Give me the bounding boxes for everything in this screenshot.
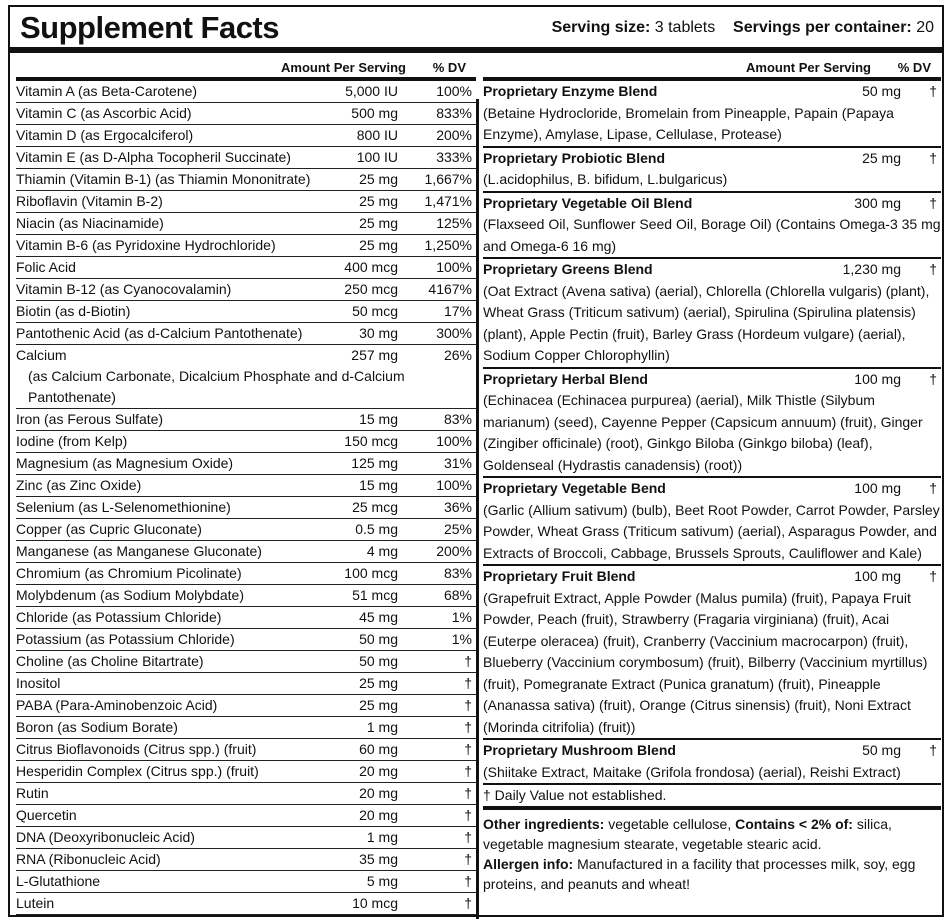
blend-amount: 50 mg <box>862 742 901 758</box>
nutrient-amount: 50 mcg <box>352 303 398 319</box>
nutrient-row <box>16 279 476 301</box>
nutrient-amount: 400 mcg <box>344 259 398 275</box>
nutrient-name: Calcium <box>16 347 67 363</box>
nutrient-amount: 25 mcg <box>352 499 398 515</box>
left-column-header <box>16 55 476 81</box>
blend-ingredients: (Grapefruit Extract, Apple Powder (Malus pumila) (fruit), Papaya Fruit Powder, Peach (fruit), Strawberry (Fragaria virginiana) (fruit), Acai (Euterpe oleracea) (fruit), Cranberry (Vaccinium macrocarpon) (fruit), Blueberry (Vaccinium corymbosum) (fruit), Bilberry (Vaccinium myrtillus) (fruit), Pomegranate Extract (Punica granatum) (fruit), Pineapple (Ananassa sativa) (fruit), Orange (Citrus sinensis) (fruit), Noni Extract (Morinda citrifolia) (fruit)) <box>483 589 928 735</box>
serving-size-label: Serving size: <box>551 19 651 36</box>
nutrient-amount: 20 mg <box>359 807 398 823</box>
right-column <box>483 55 941 894</box>
serving-info <box>552 19 934 37</box>
nutrient-name: Riboflavin (Vitamin B-2) <box>16 193 163 209</box>
column-divider <box>476 99 479 919</box>
nutrient-row <box>16 607 476 629</box>
nutrient-name: Zinc (as Zinc Oxide) <box>16 477 142 493</box>
nutrient-row <box>16 475 476 497</box>
nutrient-amount: 15 mg <box>359 477 398 493</box>
contains-label: Contains < 2% of: <box>735 816 853 832</box>
nutrient-row <box>16 323 476 345</box>
blend-row <box>483 81 941 148</box>
nutrient-name: Rutin <box>16 785 49 801</box>
nutrient-amount: 35 mg <box>359 851 398 867</box>
nutrient-dv: † <box>464 873 472 889</box>
nutrient-dv: † <box>464 895 472 911</box>
nutrient-amount: 51 mcg <box>352 587 398 603</box>
allergen-label: Allergen info: <box>483 856 574 872</box>
blend-row <box>483 566 941 740</box>
nutrient-name: Boron (as Sodium Borate) <box>16 719 178 735</box>
blend-ingredients: (Oat Extract (Avena sativa) (aerial), Chlorella (Chlorella vulgaris) (plant), Wheat Grass (Triticum sativum) (aerial), Spirulina (Spirulina platensis) (plant), Apple Pectin (fruit), Barley Grass (Hordeum vulgare) (aerial), Sodium Copper Chlorophyllin) <box>483 282 930 363</box>
nutrient-dv: † <box>464 807 472 823</box>
nutrient-name: Vitamin A (as Beta-Carotene) <box>16 83 198 99</box>
nutrient-row <box>16 497 476 519</box>
nutrient-amount: 50 mg <box>359 631 398 647</box>
nutrient-list <box>16 81 476 915</box>
blend-name: Proprietary Mushroom Blend <box>483 742 676 758</box>
nutrient-dv: 300% <box>436 325 472 341</box>
nutrient-amount: 100 mcg <box>344 565 398 581</box>
left-column <box>16 55 476 915</box>
dv-header: % DV <box>432 60 466 75</box>
blend-name: Proprietary Probiotic Blend <box>483 149 666 166</box>
nutrient-row <box>16 849 476 871</box>
nutrient-dv: 100% <box>436 477 472 493</box>
blend-dv: † <box>929 83 937 99</box>
amount-header: Amount Per Serving <box>281 60 406 75</box>
nutrient-dv: † <box>464 719 472 735</box>
nutrient-name: Iron (as Ferous Sulfate) <box>16 411 164 427</box>
blend-ingredients: (Garlic (Allium sativum) (bulb), Beet Root Powder, Carrot Powder, Parsley Powder, Wheat Grass (Triticum sativum) (aerial), Asparagus Powder, and Extracts of Broccoli, Cabbage, Brussels Sprouts, Cauliflower and Kale) <box>483 501 940 561</box>
nutrient-row <box>16 651 476 673</box>
blend-amount: 100 mg <box>854 480 901 496</box>
nutrient-name: PABA (Para-Aminobenzoic Acid) <box>16 697 218 713</box>
nutrient-name: Folic Acid <box>16 259 76 275</box>
page-title: Supplement Facts <box>20 10 279 45</box>
blend-dv: † <box>929 742 937 758</box>
nutrient-name: Copper (as Cupric Gluconate) <box>16 521 202 537</box>
nutrient-name: Chromium (as Chromium Picolinate) <box>16 565 242 581</box>
nutrient-dv: 4167% <box>428 281 472 297</box>
nutrient-row <box>16 827 476 849</box>
nutrient-amount: 0.5 mg <box>355 521 398 537</box>
nutrient-row <box>16 871 476 893</box>
nutrient-amount: 257 mg <box>351 347 398 363</box>
blend-name: Proprietary Vegetable Bend <box>483 480 666 496</box>
nutrient-name: DNA (Deoxyribonucleic Acid) <box>16 829 195 845</box>
nutrient-dv: 100% <box>436 259 472 275</box>
nutrient-dv: † <box>464 675 472 691</box>
servings-value: 20 <box>916 19 934 36</box>
blend-row <box>483 193 941 260</box>
nutrient-name: Pantothenic Acid (as d-Calcium Pantothenate) <box>16 325 303 341</box>
nutrient-name: Biotin (as d-Biotin) <box>16 303 131 319</box>
nutrient-row <box>16 519 476 541</box>
nutrient-amount: 15 mg <box>359 411 398 427</box>
blend-dv: † <box>929 261 937 277</box>
nutrient-row <box>16 695 476 717</box>
nutrient-row <box>16 213 476 235</box>
nutrient-dv: 83% <box>443 411 472 427</box>
nutrient-dv: 36% <box>443 499 472 515</box>
right-column-header <box>483 55 941 81</box>
nutrient-name: Niacin (as Niacinamide) <box>16 215 164 231</box>
nutrient-amount: 150 mcg <box>344 433 398 449</box>
nutrient-amount: 500 mg <box>351 105 398 121</box>
blend-amount: 300 mg <box>854 194 901 211</box>
blend-ingredients: (Flaxseed Oil, Sunflower Seed Oil, Borage Oil) (Contains Omega-3 35 mg and Omega-6 16 mg) <box>483 216 941 254</box>
blend-name: Proprietary Fruit Blend <box>483 568 636 584</box>
nutrient-dv: 200% <box>436 543 472 559</box>
blend-amount: 100 mg <box>854 370 901 387</box>
blend-dv: † <box>929 194 937 211</box>
nutrient-name: L-Glutathione <box>16 873 101 889</box>
nutrient-row <box>16 169 476 191</box>
contains-text: silica, vegetable magnesium stearate, vegetable stearic acid. <box>483 816 892 852</box>
blend-ingredients: (L.acidophilus, B. bifidum, L.bulgaricus) <box>483 171 728 187</box>
blend-name: Proprietary Vegetable Oil Blend <box>483 194 693 211</box>
nutrient-amount: 125 mg <box>351 455 398 471</box>
nutrient-name: Hesperidin Complex (Citrus spp.) (fruit) <box>16 763 259 779</box>
nutrient-row <box>16 739 476 761</box>
blend-row <box>483 740 941 785</box>
nutrient-dv: 100% <box>436 433 472 449</box>
nutrient-dv: 83% <box>443 565 472 581</box>
nutrient-dv: 1% <box>451 631 472 647</box>
blend-dv: † <box>929 568 937 584</box>
nutrient-amount: 25 mg <box>359 171 398 187</box>
nutrient-name: Selenium (as L-Selenomethionine) <box>16 499 231 515</box>
nutrient-row <box>16 235 476 257</box>
nutrient-amount: 45 mg <box>359 609 398 625</box>
nutrient-amount: 30 mg <box>359 325 398 341</box>
blend-ingredients: (Echinacea (Echinacea purpurea) (aerial), Milk Thistle (Silybum marianum) (seed), Cayenne Pepper (Capsicum annuum) (fruit), Ginger (Zingiber officinale) (root), Ginkgo Biloba (Ginkgo biloba) (leaf), Goldenseal (Hydrastis canadensis) (root)) <box>483 392 923 473</box>
nutrient-dv: 1% <box>451 609 472 625</box>
header <box>10 7 942 53</box>
nutrient-dv: 17% <box>443 303 472 319</box>
nutrient-amount: 20 mg <box>359 763 398 779</box>
nutrient-name: Choline (as Choline Bitartrate) <box>16 653 204 669</box>
nutrient-row <box>16 805 476 827</box>
nutrient-dv: † <box>464 697 472 713</box>
nutrient-name: Molybdenum (as Sodium Molybdate) <box>16 587 244 603</box>
nutrient-amount: 5,000 IU <box>345 83 398 99</box>
nutrient-amount: 1 mg <box>366 829 398 845</box>
nutrient-dv: † <box>464 763 472 779</box>
nutrient-row <box>16 257 476 279</box>
blend-row <box>483 259 941 369</box>
nutrient-name: Vitamin B-6 (as Pyridoxine Hydrochloride) <box>16 237 276 253</box>
nutrient-dv: † <box>464 829 472 845</box>
blend-amount: 50 mg <box>862 83 901 99</box>
nutrient-row <box>16 81 476 103</box>
dv-header: % DV <box>897 60 931 75</box>
nutrient-amount: 800 IU <box>356 127 398 143</box>
blend-name: Proprietary Enzyme Blend <box>483 83 658 99</box>
nutrient-amount: 25 mg <box>359 215 398 231</box>
nutrient-row <box>16 409 476 431</box>
serving-size-value: 3 tablets <box>654 19 716 36</box>
nutrient-row <box>16 541 476 563</box>
nutrient-amount: 25 mg <box>359 193 398 209</box>
nutrient-dv: 833% <box>436 105 472 121</box>
blend-ingredients: (Betaine Hydrocloride, Bromelain from Pineapple, Papain (Papaya Enzyme), Amylase, Lipase, Cellulase, Protease) <box>483 104 894 142</box>
nutrient-dv: 333% <box>436 149 472 165</box>
blend-list <box>483 81 941 785</box>
nutrient-name: Vitamin D (as Ergocalciferol) <box>16 127 194 143</box>
nutrient-row <box>16 103 476 125</box>
nutrient-row <box>16 191 476 213</box>
nutrient-name: Chloride (as Potassium Chloride) <box>16 609 222 625</box>
nutrient-name: Vitamin E (as D-Alpha Tocopheril Succinate) <box>16 149 291 165</box>
nutrient-row <box>16 431 476 453</box>
nutrient-name: Inositol <box>16 675 61 691</box>
blend-amount: 25 mg <box>862 149 901 166</box>
nutrient-dv: 1,471% <box>424 193 472 209</box>
other-ingredients <box>483 814 941 894</box>
blend-amount: 1,230 mg <box>842 261 901 277</box>
blend-row <box>483 369 941 479</box>
nutrient-row <box>16 147 476 169</box>
nutrient-dv: † <box>464 851 472 867</box>
blend-name: Proprietary Greens Blend <box>483 261 653 277</box>
nutrient-dv: 25% <box>443 521 472 537</box>
nutrient-amount: 4 mg <box>366 543 398 559</box>
nutrient-row <box>16 563 476 585</box>
nutrient-name: Lutein <box>16 895 55 911</box>
nutrient-dv: 1,250% <box>424 237 472 253</box>
nutrient-dv: † <box>464 653 472 669</box>
nutrient-name: Potassium (as Potassium Chloride) <box>16 631 235 647</box>
nutrient-name: Quercetin <box>16 807 77 823</box>
nutrient-row <box>16 893 476 915</box>
nutrient-name: Vitamin C (as Ascorbic Acid) <box>16 105 192 121</box>
nutrient-dv: † <box>464 741 472 757</box>
nutrient-dv: 125% <box>436 215 472 231</box>
nutrient-row <box>16 453 476 475</box>
amount-header: Amount Per Serving <box>746 60 871 75</box>
other-ingredients-text: vegetable cellulose, <box>608 816 732 832</box>
nutrient-row <box>16 345 476 409</box>
nutrient-name: Magnesium (as Magnesium Oxide) <box>16 455 234 471</box>
nutrient-name: Thiamin (Vitamin B-1) (as Thiamin Mononitrate) <box>16 171 311 187</box>
nutrient-amount: 1 mg <box>366 719 398 735</box>
nutrient-amount: 60 mg <box>359 741 398 757</box>
nutrient-amount: 25 mg <box>359 237 398 253</box>
nutrient-amount: 25 mg <box>359 697 398 713</box>
nutrient-amount: 25 mg <box>359 675 398 691</box>
servings-label: Servings per container: <box>733 19 912 36</box>
supplement-facts-panel <box>8 5 944 917</box>
nutrient-dv: 1,667% <box>424 171 472 187</box>
nutrient-dv: 31% <box>443 455 472 471</box>
nutrient-row <box>16 585 476 607</box>
nutrient-amount: 10 mcg <box>352 895 398 911</box>
footnote: † Daily Value not established. <box>483 785 941 810</box>
nutrient-amount: 50 mg <box>359 653 398 669</box>
allergen-text: Manufactured in a facility that processes milk, soy, egg proteins, and peanuts and wheat! <box>483 856 916 892</box>
nutrient-row <box>16 717 476 739</box>
nutrient-row <box>16 761 476 783</box>
nutrient-row <box>16 673 476 695</box>
nutrient-amount: 20 mg <box>359 785 398 801</box>
nutrient-row <box>16 301 476 323</box>
nutrient-dv: 26% <box>443 347 472 363</box>
blend-dv: † <box>929 480 937 496</box>
nutrient-dv: 100% <box>436 83 472 99</box>
nutrient-name: Citrus Bioflavonoids (Citrus spp.) (fruit) <box>16 741 257 757</box>
nutrient-row <box>16 629 476 651</box>
blend-row <box>483 478 941 566</box>
nutrient-source: (as Calcium Carbonate, Dicalcium Phosphate and d-Calcium Pantothenate) <box>28 368 405 405</box>
blend-dv: † <box>929 370 937 387</box>
nutrient-row <box>16 125 476 147</box>
blend-dv: † <box>929 149 937 166</box>
nutrient-name: RNA (Ribonucleic Acid) <box>16 851 161 867</box>
blend-name: Proprietary Herbal Blend <box>483 370 648 387</box>
nutrient-row <box>16 783 476 805</box>
other-ingredients-label: Other ingredients: <box>483 816 605 832</box>
nutrient-amount: 250 mcg <box>344 281 398 297</box>
nutrient-amount: 5 mg <box>366 873 398 889</box>
nutrient-dv: † <box>464 785 472 801</box>
nutrient-name: Iodine (from Kelp) <box>16 433 128 449</box>
blend-row <box>483 148 941 193</box>
nutrient-name: Vitamin B-12 (as Cyanocovalamin) <box>16 281 232 297</box>
blend-amount: 100 mg <box>854 568 901 584</box>
nutrient-amount: 100 IU <box>356 149 398 165</box>
nutrient-name: Manganese (as Manganese Gluconate) <box>16 543 262 559</box>
nutrient-dv: 68% <box>443 587 472 603</box>
blend-ingredients: (Shiitake Extract, Maitake (Grifola frondosa) (aerial), Reishi Extract) <box>483 763 901 780</box>
nutrient-dv: 200% <box>436 127 472 143</box>
